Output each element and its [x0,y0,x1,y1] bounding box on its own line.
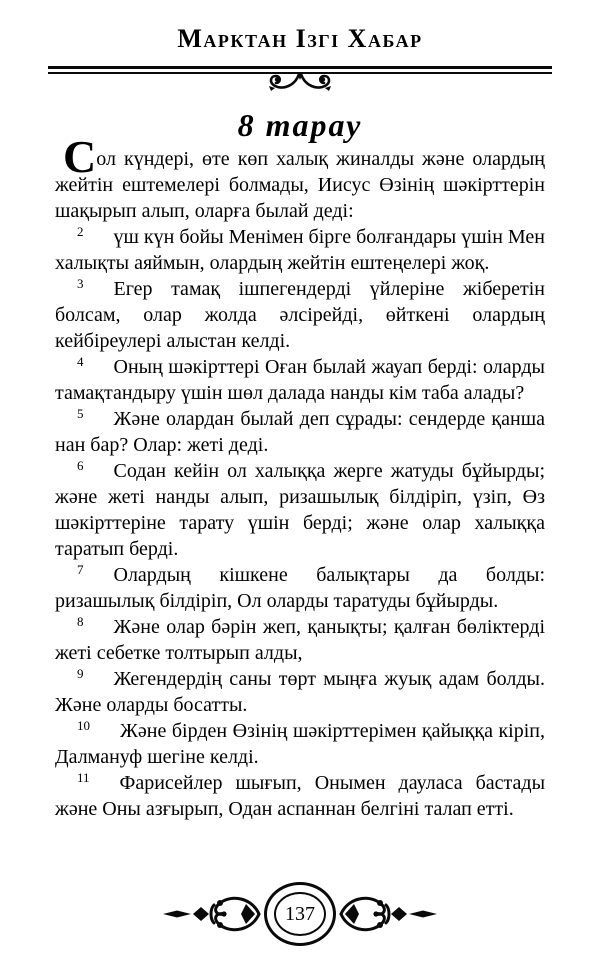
verse-number: 5 [77,406,84,421]
verse-number: 6 [77,458,84,473]
verse-body: Олардың кішкене балықтары да болды: ризашылық білдіріп, Ол оларды таратуды бұйырды. [55,564,545,612]
verse-number: 4 [77,354,84,369]
running-head: Марктан Ізгі Хабар [177,24,423,53]
verse [55,458,545,562]
verse-text [55,131,546,822]
footer-ornament [0,882,600,946]
verse-number: 8 [77,614,84,629]
page-number-frame [274,892,326,936]
footer-flourish-right-icon [338,891,438,937]
header-fleuron-icon [0,72,600,98]
verse-body: Оның шәкірттері Оған былай жауап берді: оларды тамақтандыру үшін шөл далада нанды кім таба алады? [55,356,545,404]
verse [55,562,545,614]
verse-body: Және олар бәрін жеп, қанықты; қалған бөліктерді жеті себетке толтырып алды, [55,616,545,664]
verse-body: Содан кейін ол халыққа жерге жатуды бұйырды; және жеті нанды алып, ризашылық білдіріп, үзіп, Өз шәкірттеріне тарату үшін берді; және олар халыққа таратып берді. [55,460,545,560]
verse [55,666,545,718]
verse-number: 2 [77,224,84,239]
verse [55,718,545,770]
verse-body: Фарисейлер шығып, Онымен дауласа бастады және Оны азғырып, Одан аспаннан белгіні талап етті. [55,772,545,820]
verse [55,131,545,224]
verse-body: Жегендердің саны төрт мыңға жуық адам болды. Және оларды босатты. [55,668,545,716]
verse-drop-cap: С [63,131,97,182]
verse-body: ол күндері, өте көп халық жиналды және олардың жейтін ештемелері болмады, Иисус Өзінің шәкірттерін шақырып алып, оларға былай деді: [55,148,545,222]
footer-flourish-left-icon [162,891,262,937]
verse [55,770,545,822]
verse [55,354,545,406]
verse [55,406,545,458]
verse-number: 9 [77,666,84,681]
verse-body: үш күн бойы Менімен бірге болғандары үшін Мен халықты аяймын, олардың жейтін ештеңелері жоқ. [55,226,546,274]
verse-body: Егер тамақ ішпегендерді үйлеріне жіберетін болсам, олар жолда әлсірейді, өйткені олардың кейбіреулері алыстан келді. [55,278,545,352]
verse-number: 10 [77,718,90,733]
chapter-heading: 8 тарау [237,107,363,143]
verse [55,614,545,666]
verse-number: 11 [77,770,90,785]
verse-number: 7 [77,562,84,577]
page-number-badge [264,882,336,946]
verse-body: Және бірден Өзінің шәкірттерімен қайыққа кіріп, Далмануф шегіне келді. [55,720,545,768]
verse-body: Және олардан былай деп сұрады: сендерде қанша нан бар? Олар: жеті деді. [55,408,545,456]
verse [55,276,545,354]
verse [55,224,545,276]
verse-number: 3 [77,276,84,291]
page-number: 137 [285,903,315,925]
